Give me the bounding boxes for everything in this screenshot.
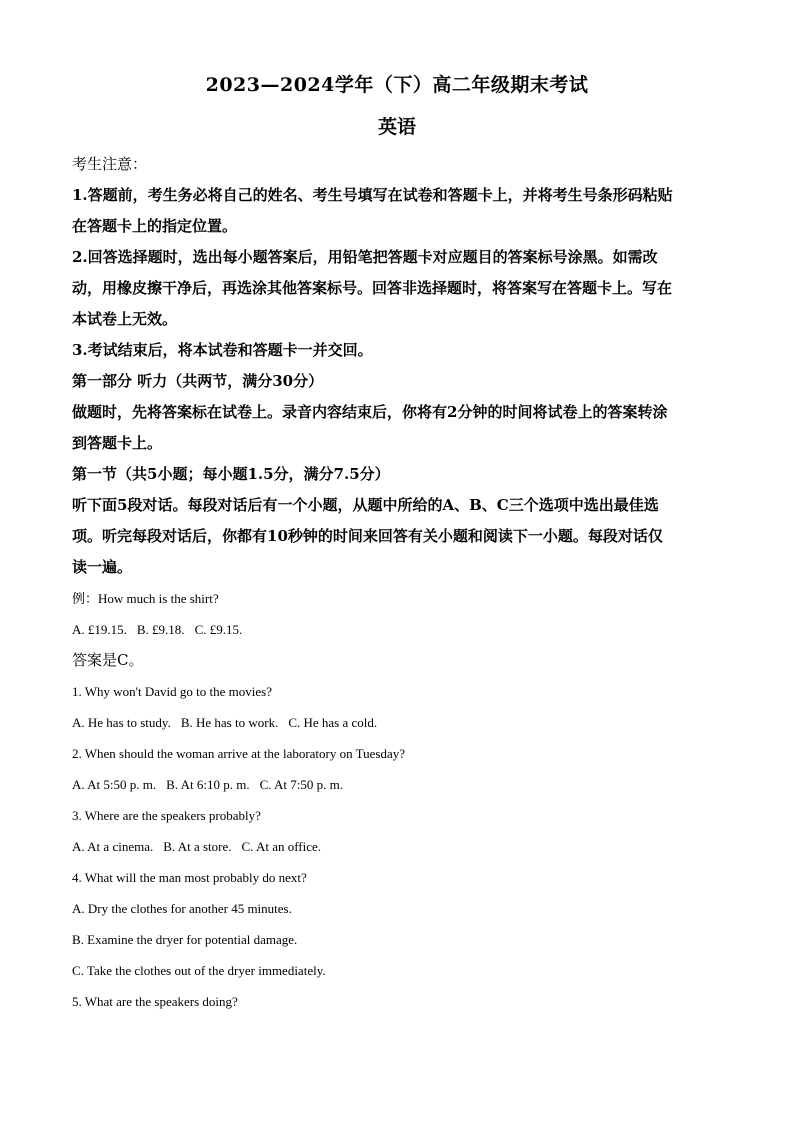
question-3-options (72, 831, 720, 862)
question-3-option-a: A. At a cinema. (72, 839, 154, 854)
subject-title: 英语 (377, 116, 416, 138)
notice-item-1-line-1: 1.答题前，考生务必将自己的姓名、考生号填写在试卷和答题卡上，并将考生号条形码粘贴 (72, 186, 673, 204)
question-1-option-b: B. He has to work. (180, 715, 279, 730)
section1-heading: 第一节（共5小题；每小题1.5分，满分7.5分） (72, 465, 390, 483)
question-3-option-b: B. At a store. (163, 839, 232, 854)
question-1-options (72, 707, 720, 738)
question-2-options (72, 769, 720, 800)
question-4-option-a: A. Dry the clothes for another 45 minutes. (72, 901, 292, 916)
notice-item-2-line-1: 2.回答选择题时，选出每小题答案后，用铅笔把答题卡对应题目的答案标号涂黑。如需改 (72, 248, 658, 266)
example-answer: 答案是C。 (72, 651, 144, 669)
example-question: 例：How much is the shirt? (72, 591, 219, 606)
example-option-b: B. £9.18. (136, 622, 185, 637)
exam-content (72, 149, 720, 1017)
question-2-option-a: A. At 5:50 p. m. (72, 777, 157, 792)
question-4-option-b: B. Examine the dryer for potential damage. (72, 932, 298, 947)
section1-instr-line-2: 项。听完每段对话后，你都有10秒钟的时间来回答有关小题和阅读下一小题。每段对话仅 (72, 527, 663, 545)
notice-item-2-line-3: 本试卷上无效。 (72, 310, 178, 328)
question-2-option-c: C. At 7:50 p. m. (259, 777, 344, 792)
question-1-option-c: C. He has a cold. (288, 715, 378, 730)
question-3-stem: 3. Where are the speakers probably? (72, 808, 261, 823)
notice-item-3: 3.考试结束后，将本试卷和答题卡一并交回。 (72, 341, 373, 359)
notice-item-1-line-2: 在答题卡上的指定位置。 (72, 217, 238, 235)
question-2-option-b: B. At 6:10 p. m. (166, 777, 250, 792)
part1-intro-line-1: 做题时，先将答案标在试卷上。录音内容结束后，你将有2分钟的时间将试卷上的答案转涂 (72, 403, 668, 421)
question-4-stem: 4. What will the man most probably do next? (72, 870, 307, 885)
page-title: 2023—2024学年（下）高二年级期末考试 (205, 74, 589, 96)
example-option-c: C. £9.15. (194, 622, 243, 637)
example-options (72, 614, 720, 645)
question-2-stem: 2. When should the woman arrive at the laboratory on Tuesday? (72, 746, 405, 761)
part1-heading: 第一部分 听力（共两节，满分30分） (72, 372, 324, 390)
part1-intro-line-2: 到答题卡上。 (72, 434, 163, 452)
section1-instr-line-3: 读一遍。 (72, 558, 133, 576)
question-1-stem: 1. Why won't David go to the movies? (72, 684, 272, 699)
notice-item-2-line-2: 动，用橡皮擦干净后，再选涂其他答案标号。回答非选择题时，将答案写在答题卡上。写在 (72, 279, 673, 297)
question-4-option-c: C. Take the clothes out of the dryer immediately. (72, 963, 326, 978)
question-3-option-c: C. At an office. (241, 839, 322, 854)
question-5-stem: 5. What are the speakers doing? (72, 994, 238, 1009)
question-1-option-a: A. He has to study. (72, 715, 171, 730)
example-option-a: A. £19.15. (72, 622, 127, 637)
notice-heading: 考生注意： (72, 155, 148, 173)
section1-instr-line-1: 听下面5段对话。每段对话后有一个小题，从题中所给的A、B、C三个选项中选出最佳选 (72, 496, 659, 514)
